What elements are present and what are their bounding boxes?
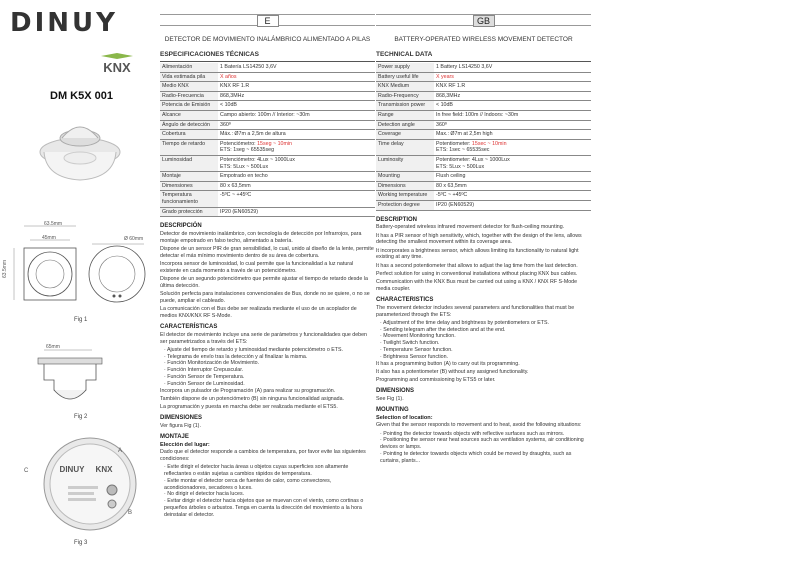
spec-key: Dimensions: [376, 181, 434, 191]
spec-value: [218, 207, 375, 217]
spec-value: [434, 130, 591, 140]
spec-value-text: Flush ceiling: [436, 173, 466, 180]
spec-key: KNX Medium: [376, 82, 434, 92]
dim-width: 63.5mm: [44, 221, 63, 227]
spec-row: [376, 82, 591, 92]
spec-value: [434, 191, 591, 201]
spec-key: Alimentación: [160, 63, 218, 72]
spec-key: Range: [376, 110, 434, 120]
spec-value-text: 868,3MHz: [220, 92, 245, 99]
spec-row: [160, 172, 375, 182]
spec-row: [160, 82, 375, 92]
spec-key: Potencia de Emisión: [160, 101, 218, 111]
spec-value: [434, 120, 591, 130]
char-after-paragraph: Incorpora un pulsador de Programación (A) para realizar su programación.: [160, 387, 336, 394]
spec-key: Alcance: [160, 110, 218, 120]
char-list-item: · Función Sensor de Luminosidad.: [164, 380, 245, 387]
char-after-paragraph: Programming and commissioning by ETS5 or later.: [376, 377, 496, 384]
spec-value-text: Potenciómetro:: [220, 140, 258, 147]
spec-key: Detection angle: [376, 120, 434, 130]
spec-value: [218, 191, 375, 207]
spec-value-text: KNX RF 1.R: [220, 83, 250, 90]
spec-value-text: < 10dB: [220, 102, 237, 109]
spanish-title: DETECTOR DE MOVIMIENTO INALÁMBRICO ALIMENTADO A PILAS: [164, 36, 371, 43]
desc-paragraph: Solución perfecta para instalaciones convencionales de Bus, donde no se quiere, o no se puede, ampliar el cableado.: [160, 291, 370, 305]
english-mount-sub: Selection of location:: [376, 415, 433, 422]
spec-value-highlight: 15sec ~ 10min: [471, 140, 507, 147]
figure-3-label: Fig 3: [74, 540, 88, 546]
spanish-header-bar: [160, 14, 375, 26]
mount-list-item: · Evite montar el detector cerca de fuentes de calor, como convectores, acondicionadores, secadores o luces.: [164, 477, 332, 491]
lang-tag-gb: GB: [473, 15, 495, 27]
knx-logo: [95, 52, 139, 74]
spec-value: [434, 172, 591, 182]
spec-row: [160, 191, 375, 207]
char-after-paragraph: La programación y puesta en marcha debe ser realizada mediante el ETS5.: [160, 404, 338, 411]
char-list-item: · Sending telegram after the detection and at the end.: [380, 326, 506, 333]
spec-row: [160, 181, 375, 191]
spec-value: [434, 63, 591, 72]
spec-value-text: X años: [220, 73, 237, 80]
dim-height: 63.5mm: [2, 259, 8, 278]
char-after-paragraph: It has a programming button (A) to carry out its programming.: [376, 360, 520, 367]
english-mount-heading: MOUNTING: [376, 406, 409, 413]
spec-key: Protection degree: [376, 200, 434, 210]
spec-key: Battery useful life: [376, 72, 434, 82]
spec-value-text: 1 Batería LS14250 3,6V: [220, 64, 277, 70]
figure-3-knx: KNX: [95, 465, 113, 474]
dim-diameter: Ø 60mm: [124, 236, 144, 242]
figure-2-drawing: [30, 346, 140, 416]
spec-value: [434, 82, 591, 92]
spec-value-text: 360º: [220, 121, 231, 128]
spec-key: Radio-Frecuencia: [160, 91, 218, 101]
spec-key: Ángulo de detección: [160, 120, 218, 130]
knx-logo-text: KNX: [103, 60, 131, 74]
english-header-bar: [376, 14, 591, 26]
spanish-body: [160, 223, 375, 519]
spec-value-text: Potenciómetro: 4Lux ~ 1000Lux: [220, 156, 295, 163]
spec-key: Mounting: [376, 172, 434, 182]
english-dim-heading: DIMENSIONS: [376, 388, 415, 395]
spec-value-text: In free field: 100m // Indoors: ~30m: [436, 111, 519, 118]
spec-key: Medio KNX: [160, 82, 218, 92]
spec-row: [376, 139, 591, 155]
spec-value: [218, 172, 375, 182]
spec-row: [376, 172, 591, 182]
char-list-item: · Adjustment of the time delay and brightness by potentiometers or ETS.: [380, 319, 549, 326]
spec-row: [376, 200, 591, 210]
spec-key: Radio-Frequency: [376, 91, 434, 101]
spec-key: Tiempo de retardo: [160, 139, 218, 155]
spec-value: [218, 72, 375, 82]
english-title: BATTERY-OPERATED WIRELESS MOVEMENT DETECTOR: [394, 36, 573, 43]
spec-value-text: -5ºC ~ +45ºC: [436, 192, 468, 199]
figure-3-drawing: [40, 434, 140, 534]
spec-key: Luminosity: [376, 155, 434, 171]
spanish-mount-intro: Dado que el detector responde a cambios de temperatura, por favor evite las siguientes condiciones:: [160, 449, 366, 462]
spec-value-line2: ETS: 1seg ~ 65535seg: [220, 147, 275, 154]
spec-row: [160, 110, 375, 120]
spec-value-text: 360º: [436, 121, 447, 128]
spanish-specs-table: [160, 63, 375, 217]
spec-value: [218, 155, 375, 171]
spanish-char-heading: CARACTERÍSTICAS: [160, 323, 218, 330]
spec-row: [376, 91, 591, 101]
spec-row: [160, 72, 375, 82]
spec-key: Dimensiones: [160, 181, 218, 191]
spec-value-text: Potentiometer: 4Lux ~ 1000Lux: [436, 156, 510, 163]
figure-1-label: Fig 1: [74, 317, 88, 323]
spec-value: [434, 110, 591, 120]
spanish-char-intro: El detector de movimiento incluye una serie de parámetros y funcionalidades que deben ser parametrizados a través del ETS:: [160, 331, 367, 345]
spanish-desc-heading: DESCRIPCIÓN: [160, 223, 202, 230]
dim-depth: 65mm: [46, 344, 60, 350]
spec-value-text: < 10dB: [436, 102, 453, 109]
spanish-mount-heading: MONTAJE: [160, 433, 189, 440]
desc-paragraph: It has a PIR sensor of high sensitivity, which, together with the design of the lens, allows detecting the smallest movement within its coverage area.: [376, 232, 582, 246]
mount-list-item: · No dirigir el detector hacia luces.: [164, 491, 245, 498]
spec-row: [376, 155, 591, 171]
english-char-intro: The movement detector includes several parameters and functionalities that must be parameterized through the ETS:: [376, 304, 575, 318]
spec-value-text: Empotrado en techo: [220, 173, 268, 180]
mount-list-item: · Pointing te detector towards objects which could be moved by draughts, such as curtains, plants...: [380, 450, 572, 464]
spec-value-text: 1 Battery LS14250 3,6V: [436, 64, 493, 70]
mount-list-item: · Evitar dirigir el detector hacia objetos que se muevan con el viento, como cortinas o pequeños árboles o arbustos. Tenga en cuenta la dirección del movimiento a la hora deinstalar el detector.: [164, 498, 364, 518]
spec-row: [160, 63, 375, 72]
spec-row: [376, 130, 591, 140]
spec-value-text: 80 x 63,5mm: [436, 182, 467, 189]
spec-key: Working temperature: [376, 191, 434, 201]
spec-value: [218, 130, 375, 140]
spec-value-line2: ETS: 5Lux ~ 500Lux: [220, 163, 269, 170]
spec-value: [434, 91, 591, 101]
char-list-item: · Temperature Sensor function.: [380, 347, 453, 354]
spec-value: [434, 181, 591, 191]
spec-value: [218, 110, 375, 120]
char-list-item: · Función Interruptor Crepuscular.: [164, 367, 244, 374]
spec-row: [160, 130, 375, 140]
spec-value: [218, 82, 375, 92]
desc-paragraph: Communication with the KNX Bus must be carried out using a KNX / KNX RF S-Mode media coupler.: [376, 279, 578, 293]
spec-value-text: 868,3MHz: [436, 92, 461, 99]
char-list-item: · Telegrama de envío tras la detección y al finalizar la misma.: [164, 353, 308, 360]
english-dim-text: See Fig (1).: [376, 395, 404, 402]
desc-paragraph: Detector de movimiento inalámbrico, con tecnología de detección por Infrarrojos, para montaje empotrado en falso techo, alimentado a batería.: [160, 230, 362, 244]
spec-value-text: Potentiometer:: [436, 140, 472, 147]
left-column: [0, 0, 158, 571]
spec-value-text: Campo abierto: 100m // Interior: ~30m: [220, 111, 310, 118]
spec-key: Transmission power: [376, 101, 434, 111]
char-list-item: · Función Sensor de Temperatura.: [164, 374, 245, 381]
char-list-item: · Función Monitorización de Movimiento.: [164, 360, 260, 367]
desc-paragraph: It incorporates a brightness sensor, which allows limiting its functionality to natural light existing at any time.: [376, 247, 579, 261]
product-image: [30, 108, 130, 188]
spec-key: Power supply: [376, 63, 434, 72]
char-list-item: · Twilight Switch function.: [380, 340, 440, 347]
spec-value-text: Max.: Ø7m at 2,5m high: [436, 131, 493, 138]
spec-row: [160, 155, 375, 171]
char-list-item: · Movement Monitoring function.: [380, 333, 456, 340]
spec-value: [218, 181, 375, 191]
spec-value: [218, 63, 375, 72]
spec-row: [376, 63, 591, 72]
desc-paragraph: La comunicación con el Bus debe ser realizada mediante el uso de un acoplador de medios KNX/KNX RF S-Mode.: [160, 306, 357, 320]
spec-value: [218, 139, 375, 155]
char-after-paragraph: It also has a potentiometer (B) without any assigned functionality.: [376, 368, 529, 375]
spec-row: [160, 91, 375, 101]
spec-row: [376, 181, 591, 191]
spec-value-line2: ETS: 5Lux ~ 500Lux: [436, 163, 485, 170]
pointer-b: B: [128, 510, 133, 516]
spanish-dim-heading: DIMENSIONES: [160, 415, 203, 422]
spec-value-text: IP20 (EN60529): [220, 208, 258, 215]
desc-paragraph: Battery-operated wireless infrared movement detector for flush-ceiling mounting.: [376, 224, 565, 231]
english-body: [376, 217, 591, 465]
spec-key: Grado protección: [160, 207, 218, 217]
mount-list-item: · Pointing the detector towards objects with reflective surfaces such as mirrors.: [380, 430, 565, 437]
spanish-specs-heading: ESPECIFICACIONES TÉCNICAS: [160, 51, 375, 62]
lang-tag-e: E: [257, 15, 279, 27]
spec-key: Montaje: [160, 172, 218, 182]
spec-value: [434, 200, 591, 210]
char-list-item: · Ajuste del tiempo de retardo y luminosidad mediante potenciómetro o ETS.: [164, 346, 344, 353]
spec-value-text: 80 x 63,5mm: [220, 182, 251, 189]
figure-2-label: Fig 2: [74, 414, 88, 420]
spec-row: [160, 101, 375, 111]
spec-key: Luminosidad: [160, 155, 218, 171]
spec-row: [376, 120, 591, 130]
spec-value: [218, 120, 375, 130]
dim-inner: 45mm: [42, 235, 56, 241]
desc-paragraph: Dispone de un segundo potenciómetro que permite ajustar el tiempo de retardo desde la última detección.: [160, 276, 368, 289]
english-specs-table: [376, 63, 591, 211]
desc-paragraph: Perfect solution for using in conventional installations without placing KNX bus cables.: [376, 271, 578, 278]
desc-paragraph: It has a second potentiometer that allows to adjust the lag time from the last detection.: [376, 262, 578, 269]
spec-value-text: IP20 (EN60529): [436, 201, 474, 208]
desc-paragraph: Incorpora sensor de luminosidad, lo cual permite que la funcionalidad a luz natural existente en cada momento a través de un potenciómetro.: [160, 261, 354, 274]
spec-value: [434, 101, 591, 111]
mount-list-item: · Positioning the sensor near heat sources such as ventilation systems, air conditioning devices or lamps.: [380, 437, 584, 451]
spec-row: [376, 110, 591, 120]
english-mount-intro: Given that the sensor responds to movement and to heat, avoid the following situations:: [376, 422, 582, 429]
spec-row: [160, 207, 375, 217]
pointer-a: A: [118, 448, 123, 454]
spec-value: [218, 101, 375, 111]
spec-value-text: Máx.: Ø7m a 2,5m de altura: [220, 131, 286, 138]
spec-value: [434, 139, 591, 155]
spec-row: [376, 101, 591, 111]
spec-value-text: X years: [436, 73, 454, 80]
pointer-c: C: [24, 468, 29, 474]
spec-value: [218, 91, 375, 101]
spec-key: Coverage: [376, 130, 434, 140]
spec-row: [376, 191, 591, 201]
figure-1-drawing: [4, 218, 158, 328]
spec-key: Temperatura funcionamiento: [160, 191, 218, 207]
spec-key: Time delay: [376, 139, 434, 155]
mount-list-item: · Evite dirigir el detector hacia áreas u objetos cuyas superficies son altamente reflectantes o están sujetas a cambios rápidos de temperatura.: [164, 464, 349, 478]
spec-value-line2: ETS: 1sec ~ 65535sec: [436, 147, 490, 154]
english-column: [376, 14, 591, 465]
english-desc-heading: DESCRIPTION: [376, 216, 418, 223]
char-after-paragraph: También dispone de un potenciómetro (B) sin ninguna funcionalidad asignada.: [160, 395, 345, 402]
spec-key: Cobertura: [160, 130, 218, 140]
spanish-mount-sub: Elección del lugar:: [160, 442, 210, 449]
figure-3-brand: DINUY: [59, 465, 85, 474]
spec-row: [376, 72, 591, 82]
english-specs-heading: TECHNICAL DATA: [376, 51, 591, 62]
spec-value-text: KNX RF 1.R: [436, 83, 466, 90]
char-list-item: · Brightness Sensor function.: [380, 353, 449, 360]
english-char-heading: CHARACTERISTICS: [376, 296, 434, 303]
spanish-dim-text: Ver figura Fig (1).: [160, 422, 201, 429]
spec-key: Vida estimada pila: [160, 72, 218, 82]
desc-paragraph: Dispone de un sensor PIR de gran sensibilidad, lo cual, unido al diseño de la lente, permite detectar el más mínimo movimiento dentro de su área de cobertura.: [160, 245, 374, 259]
spec-row: [160, 139, 375, 155]
spec-value: [434, 155, 591, 171]
spec-row: [160, 120, 375, 130]
spec-value: [434, 72, 591, 82]
model-number: DM K5X 001: [50, 90, 113, 102]
spec-value-highlight: 15seg ~ 10min: [257, 140, 293, 147]
brand-logo: DINUY: [10, 8, 118, 38]
spec-value-text: -5ºC ~ +45ºC: [220, 192, 252, 199]
spanish-column: [160, 14, 375, 519]
